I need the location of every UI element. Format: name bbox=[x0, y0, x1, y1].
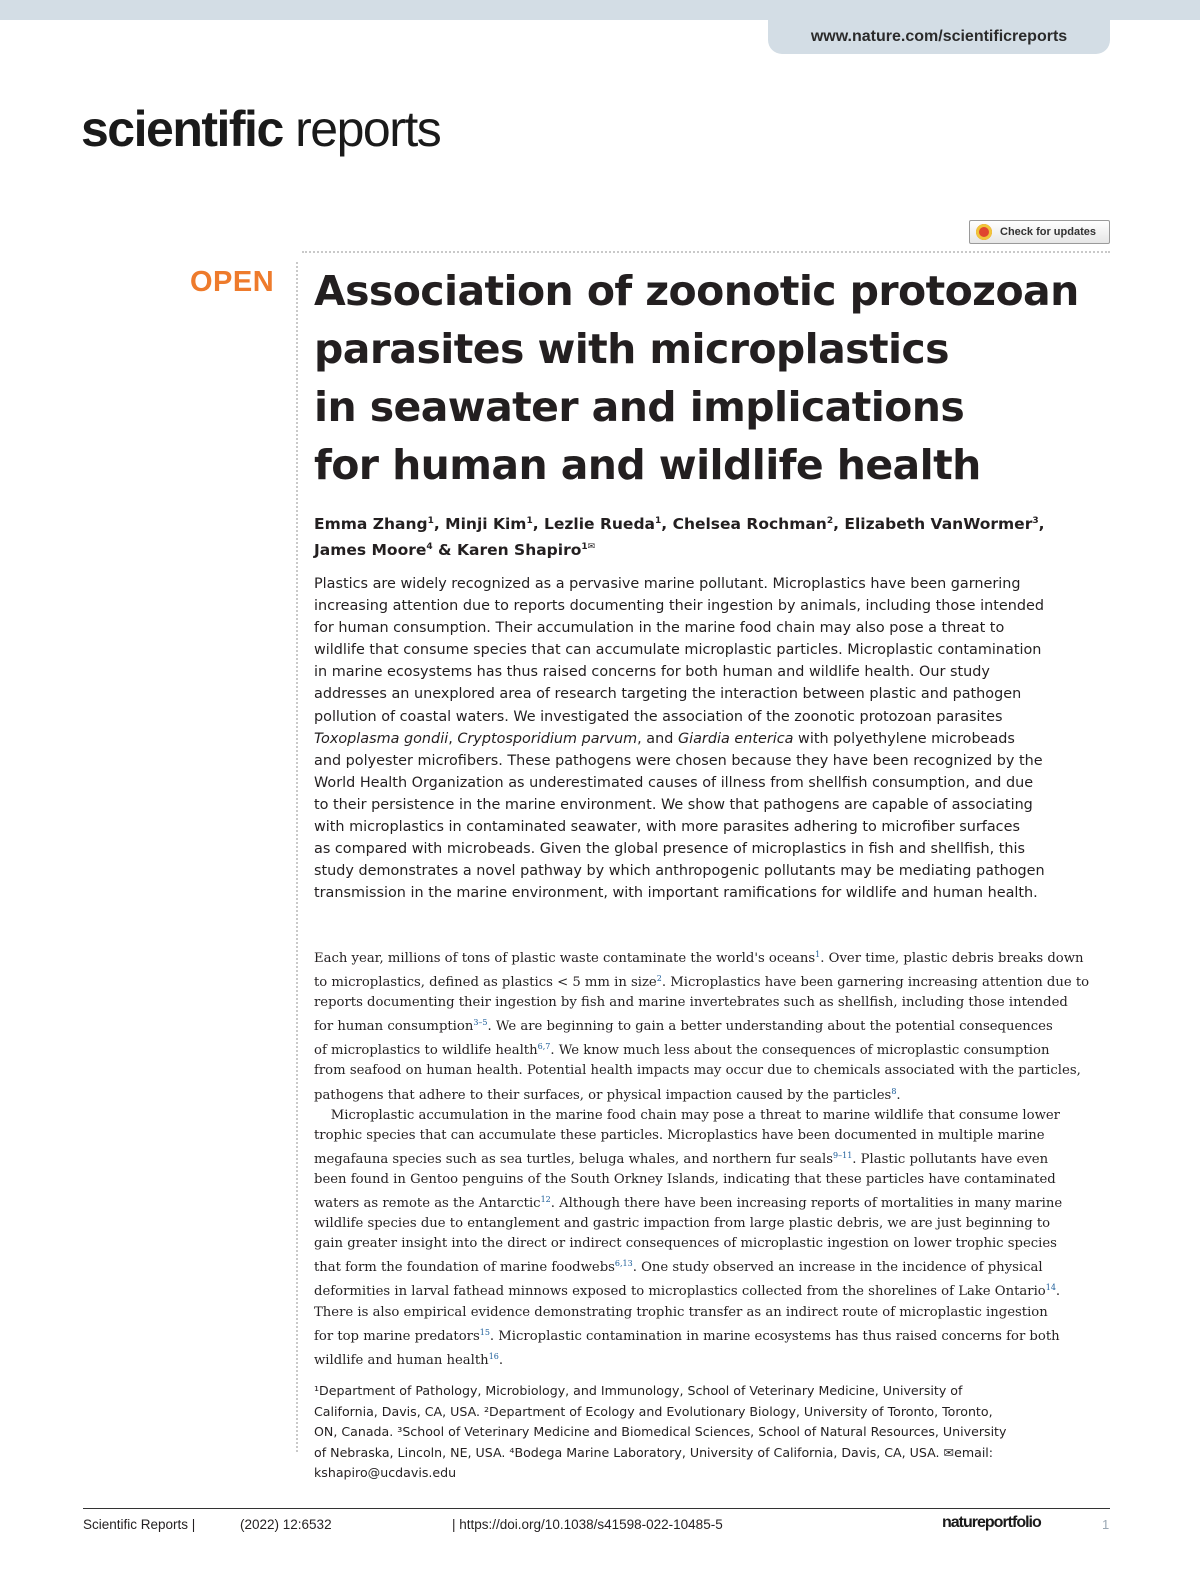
body-line bbox=[314, 1278, 1114, 1302]
species-name: Giardia enterica bbox=[677, 730, 794, 747]
reference-link[interactable]: 14 bbox=[1045, 1283, 1056, 1293]
body-line bbox=[314, 1013, 1114, 1037]
author-name[interactable]: Karen Shapiro bbox=[456, 541, 582, 559]
body-line-text: that form the foundation of marine foodwebs bbox=[314, 1260, 615, 1276]
body-line-text: deformities in larval fathead minnows exposed to microplastics collected from the shorelines of Lake Ontario bbox=[314, 1284, 1046, 1300]
abstract-text: , bbox=[448, 730, 458, 747]
body-line bbox=[314, 969, 1114, 993]
abstract-line: as compared with microbeads. Given the global presence of microplastics in fish and shellfish, this bbox=[314, 841, 1026, 858]
abstract-line: Plastics are widely recognized as a pervasive marine pollutant. Microplastics have been garnering bbox=[314, 576, 1021, 592]
abstract-line: transmission in the marine environment, with important ramifications for wildlife and human health. bbox=[314, 885, 1038, 902]
author-name[interactable]: Chelsea Rochman bbox=[672, 515, 827, 533]
abstract-line: pollution of coastal waters. We investigated the association of the zoonotic protozoan parasites bbox=[314, 708, 1003, 725]
body-line-text: to microplastics, defined as plastics < 5 mm in size bbox=[314, 975, 657, 991]
body-line-text: Microplastic accumulation in the marine food chain may pose a threat to marine wildlife that consume lower bbox=[314, 1107, 1060, 1123]
reference-link[interactable]: 1 bbox=[815, 950, 821, 959]
author-separator: & bbox=[432, 541, 457, 559]
body-line-text: . We are beginning to gain a better understanding about the potential consequences bbox=[487, 1019, 1053, 1035]
body-line-text: There is also empirical evidence demonstrating trophic transfer as an indirect route of microplastic ingestion bbox=[314, 1304, 1048, 1320]
reference-link[interactable]: 9–11 bbox=[833, 1150, 853, 1160]
journal-logo-light: reports bbox=[282, 101, 441, 157]
abstract-line: study demonstrates a novel pathway by which anthropogenic pollutants may be mediating pathogen bbox=[314, 863, 1045, 880]
affiliation-line: California, Davis, CA, USA. ²Department of Ecology and Evolutionary Biology, University of Toronto, Toronto, bbox=[314, 1403, 993, 1419]
title-line: for human and wildlife health bbox=[314, 441, 981, 489]
journal-logo[interactable] bbox=[81, 100, 440, 158]
footer-journal: Scientific Reports | bbox=[83, 1517, 196, 1532]
publisher-logo: natureportfolio bbox=[942, 1514, 1041, 1531]
abstract-line: addresses an unexplored area of research targeting the interaction between plastic and pathogen bbox=[314, 686, 1022, 703]
body-line-text: trophic species that can accumulate these particles. Microplastics have been documented in multiple marine bbox=[314, 1127, 1045, 1143]
body-line-text: . bbox=[896, 1087, 901, 1103]
body-line-text: pathogens that adhere to their surfaces, or physical impaction caused by the particles bbox=[314, 1087, 892, 1103]
journal-logo-bold: scientific bbox=[81, 101, 283, 157]
author-line bbox=[314, 510, 1114, 536]
author-name[interactable]: James Moore bbox=[314, 541, 427, 559]
body-line bbox=[314, 1323, 1114, 1347]
author-name[interactable]: Emma Zhang bbox=[314, 515, 428, 533]
abstract-line: World Health Organization as underestimated causes of illness from shellfish consumption, and due bbox=[314, 774, 1034, 791]
abstract-text: , and bbox=[637, 730, 678, 747]
abstract-line: wildlife that consume species that can accumulate microplastic particles. Microplastic contamination bbox=[314, 642, 1042, 659]
author-name[interactable]: Elizabeth VanWormer bbox=[844, 515, 1033, 533]
abstract-line: in marine ecosystems has thus raised concerns for both human and wildlife health. Our study bbox=[314, 664, 990, 681]
author-affiliation: 2 bbox=[826, 516, 834, 526]
body-line bbox=[314, 1126, 1114, 1146]
body-line-text: of microplastics to wildlife health bbox=[314, 1043, 538, 1059]
species-name: Cryptosporidium parvum bbox=[457, 730, 638, 747]
body-line bbox=[314, 1214, 1114, 1234]
body-line bbox=[314, 1061, 1114, 1081]
reference-link[interactable]: 6,13 bbox=[614, 1259, 633, 1269]
abstract-line: for human consumption. Their accumulation in the marine food chain may also pose a threat to bbox=[314, 620, 1005, 637]
body-line-text: . Microplastics have been garnering increasing attention due to bbox=[661, 975, 1090, 991]
author-affiliation: 4 bbox=[426, 542, 433, 552]
species-name: Toxoplasma gondii bbox=[314, 730, 449, 747]
author-affiliation: 1 bbox=[427, 516, 434, 526]
reference-link[interactable]: 2 bbox=[656, 974, 662, 984]
body-line bbox=[314, 1037, 1114, 1061]
author-affiliation: 1✉ bbox=[581, 542, 596, 552]
body-line-text: reports documenting their ingestion by fish and marine invertebrates such as shellfish, including those intended bbox=[314, 995, 1068, 1011]
body-line-text: for human consumption bbox=[314, 1019, 474, 1035]
body-line-text: . bbox=[1055, 1284, 1061, 1300]
abstract-line: and polyester microfibers. These pathogens were chosen because they have been recognized by the bbox=[314, 752, 1043, 769]
abstract-line: to their persistence in the marine environment. We show that pathogens are capable of associating bbox=[314, 796, 1033, 813]
body-line-text: wildlife and human health bbox=[314, 1352, 489, 1368]
affiliation-line: ON, Canada. ³School of Veterinary Medicine and Biomedical Sciences, School of Natural Resources, University bbox=[314, 1424, 1007, 1439]
dotted-divider-vertical bbox=[296, 262, 298, 1452]
affiliations bbox=[314, 1381, 1114, 1484]
page-number: 1 bbox=[1102, 1517, 1110, 1532]
footer-rule bbox=[83, 1508, 1110, 1509]
reference-link[interactable]: 12 bbox=[540, 1195, 551, 1205]
body-line bbox=[314, 1146, 1114, 1170]
body-line-text: Each year, millions of tons of plastic waste contaminate the world's oceans bbox=[314, 951, 816, 966]
abstract-text: with polyethylene microbeads bbox=[793, 730, 1015, 747]
title-line: Association of zoonotic protozoan bbox=[314, 267, 1079, 315]
abstract-line bbox=[314, 728, 1114, 750]
body-line-text: waters as remote as the Antarctic bbox=[314, 1196, 541, 1212]
body-line bbox=[314, 945, 1114, 969]
affiliation-line: ¹Department of Pathology, Microbiology, and Immunology, School of Veterinary Medicine, University of bbox=[314, 1383, 963, 1398]
author-affiliation: 1 bbox=[655, 516, 662, 526]
reference-link[interactable]: 8 bbox=[891, 1086, 897, 1096]
body-line-text: . One study observed an increase in the incidence of physical bbox=[632, 1260, 1043, 1276]
journal-url[interactable]: www.nature.com/scientificreports bbox=[768, 20, 1110, 54]
body-line-text: . Plastic pollutants have even bbox=[852, 1151, 1049, 1167]
affiliation-line: of Nebraska, Lincoln, NE, USA. ⁴Bodega Marine Laboratory, University of California, Davis, CA, USA. ✉email: bbox=[314, 1444, 994, 1460]
title-line: parasites with microplastics bbox=[314, 325, 949, 373]
abstract-line: with microplastics in contaminated seawater, with more parasites adhering to microfiber surfaces bbox=[314, 819, 1020, 836]
body-line-text: megafauna species such as sea turtles, beluga whales, and northern fur seals bbox=[314, 1151, 834, 1167]
body-line-text: . Although there have been increasing reports of mortalities in many marine bbox=[550, 1196, 1063, 1212]
title-line: in seawater and implications bbox=[314, 383, 965, 431]
author-name[interactable]: Minji Kim bbox=[445, 515, 527, 533]
body-line bbox=[314, 1234, 1114, 1254]
author-list bbox=[314, 510, 1114, 562]
dotted-divider-horizontal bbox=[302, 251, 1110, 253]
author-name[interactable]: Lezlie Rueda bbox=[544, 515, 655, 533]
body-line bbox=[314, 1106, 1114, 1126]
author-affiliation: 3 bbox=[1032, 516, 1039, 526]
body-line bbox=[314, 993, 1114, 1013]
body-line-text: been found in Gentoo penguins of the South Orkney Islands, indicating that these particles have contaminated bbox=[314, 1171, 1056, 1187]
footer-doi-link[interactable]: | https://doi.org/10.1038/s41598-022-10485-5 bbox=[452, 1517, 723, 1532]
body-line-text: . Microplastic contamination in marine ecosystems has thus raised concerns for both bbox=[489, 1328, 1060, 1344]
body-line bbox=[314, 1170, 1114, 1190]
check-for-updates-label: Check for updates bbox=[1000, 226, 1096, 238]
author-separator: , bbox=[661, 515, 673, 533]
body-line bbox=[314, 1347, 1114, 1371]
author-separator: , bbox=[433, 515, 446, 533]
open-access-label: OPEN bbox=[190, 266, 275, 298]
body-line bbox=[314, 1254, 1114, 1278]
body-line bbox=[314, 1190, 1114, 1214]
check-for-updates-button[interactable] bbox=[969, 220, 1110, 244]
body-line-text: from seafood on human health. Potential health impacts may occur due to chemicals associated with the particles, bbox=[314, 1063, 1081, 1079]
reference-link[interactable]: 15 bbox=[479, 1327, 490, 1337]
author-affiliation: 1 bbox=[526, 516, 533, 526]
reference-link[interactable]: 3–5 bbox=[473, 1018, 488, 1028]
body-text bbox=[314, 945, 1114, 1371]
body-line-text: . Over time, plastic debris breaks down bbox=[820, 951, 1084, 966]
body-line-text: . We know much less about the consequences of microplastic consumption bbox=[550, 1043, 1050, 1059]
body-line-text: for top marine predators bbox=[314, 1328, 480, 1344]
body-line bbox=[314, 1303, 1114, 1323]
footer-citation: (2022) 12:6532 bbox=[240, 1517, 332, 1532]
affiliation-email[interactable]: kshapiro@ucdavis.edu bbox=[314, 1465, 457, 1480]
author-separator: , bbox=[1038, 515, 1045, 533]
body-line bbox=[314, 1082, 1114, 1106]
top-color-bar bbox=[0, 0, 1200, 20]
body-line-text: gain greater insight into the direct or indirect consequences of microplastic ingestion on lower trophic species bbox=[314, 1236, 1057, 1252]
crossmark-icon bbox=[976, 224, 992, 240]
reference-link[interactable]: 6,7 bbox=[537, 1042, 551, 1052]
author-separator: , bbox=[532, 515, 545, 533]
body-line-text: . bbox=[498, 1352, 504, 1368]
author-line bbox=[314, 536, 1114, 562]
author-separator: , bbox=[833, 515, 845, 533]
article-title bbox=[314, 262, 1114, 494]
abstract bbox=[314, 573, 1114, 904]
reference-link[interactable]: 16 bbox=[488, 1351, 499, 1361]
body-line-text: wildlife species due to entanglement and gastric impaction from large plastic debris, we are just beginning to bbox=[314, 1216, 1051, 1232]
abstract-line: increasing attention due to reports documenting their ingestion by animals, including those intended bbox=[314, 598, 1044, 615]
